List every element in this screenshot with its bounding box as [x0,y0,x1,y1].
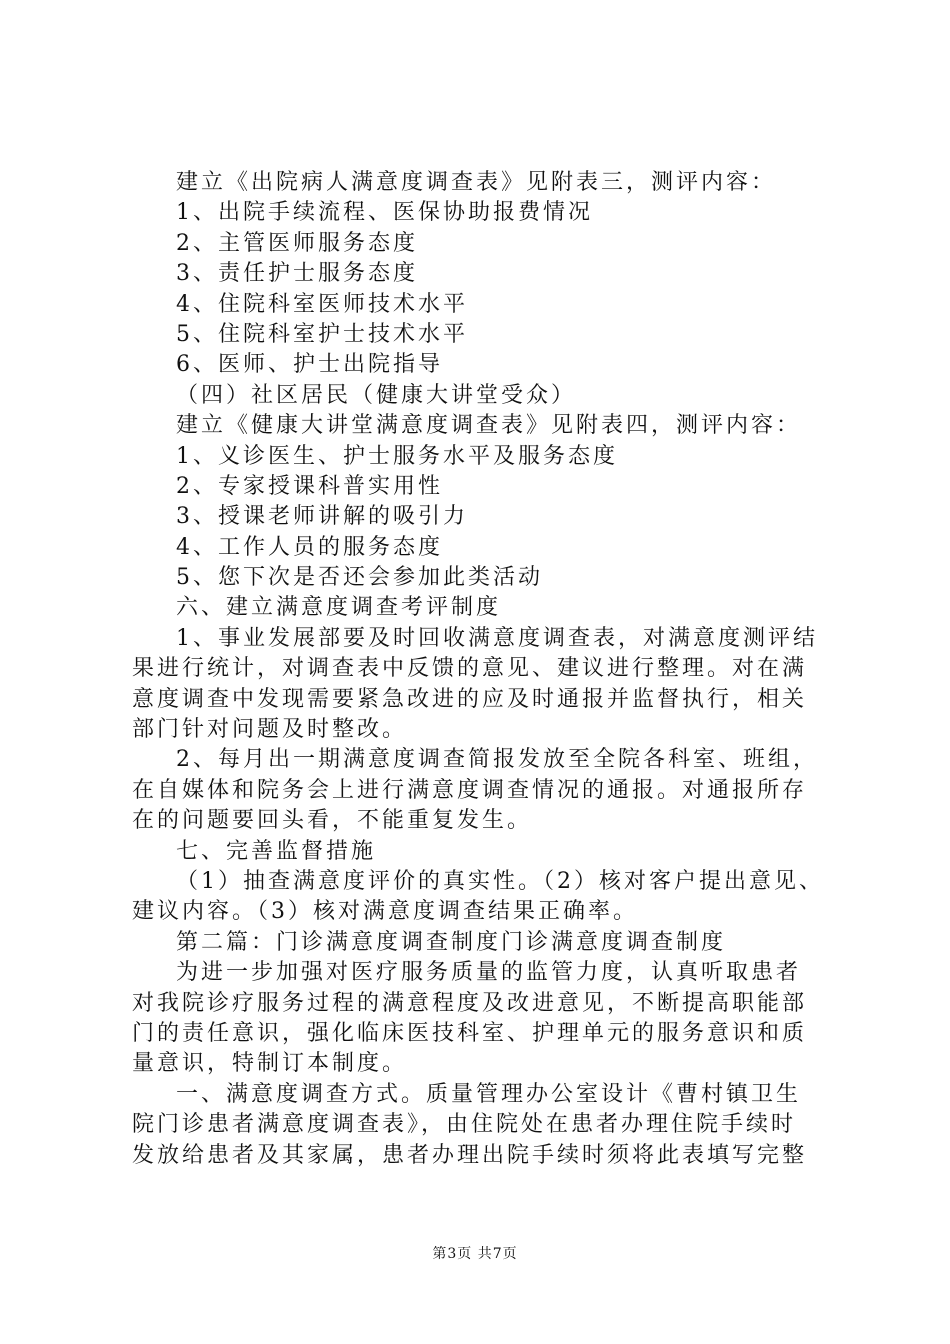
text-line: 3、授课老师讲解的吸引力 [176,504,468,530]
text-line: 在自媒体和院务会上进行满意度调查情况的通报。对通报所存 [132,777,808,803]
document-body [132,168,832,1171]
text-line: 为进一步加强对医疗服务质量的监管力度，认真听取患者 [176,960,802,986]
text-line: 院门诊患者满意度调查表》，由住院处在患者办理住院手续时 [132,1112,797,1138]
text-line: 量意识，特制订本制度。 [132,1051,408,1077]
text-line: 果进行统计，对调查表中反馈的意见、建议进行整理。对在满 [132,656,808,682]
text-line: 2、每月出一期满意度调查简报发放至全院各科室、班组， [176,747,818,773]
text-line: 部门针对问题及时整改。 [132,717,408,743]
text-line: 建立《出院病人满意度调查表》见附表三，测评内容： [176,170,777,195]
text-line: 发放给患者及其家属，患者办理出院手续时须将此表填写完整 [132,1142,808,1168]
text-line: 1、出院手续流程、医保协助报费情况 [176,200,593,226]
text-line: 建立《健康大讲堂满意度调查表》见附表四，测评内容： [176,413,802,439]
text-line: 对我院诊疗服务过程的满意程度及改进意见，不断提高职能部 [132,990,808,1016]
text-line: （1）抽查满意度评价的真实性。（2）核对客户提出意见、 [176,868,824,894]
text-line: 第二篇：门诊满意度调查制度门诊满意度调查制度 [176,929,727,955]
text-line: 4、工作人员的服务态度 [176,534,443,560]
text-line: 意度调查中发现需要紧急改进的应及时通报并监督执行，相关 [132,686,808,712]
text-line: 2、主管医师服务态度 [176,230,418,256]
text-line: 1、事业发展部要及时回收满意度调查表，对满意度测评结 [176,625,818,651]
page-footer: 第3页 共7页 [432,1246,518,1262]
text-line: 在的问题要回头看，不能重复发生。 [132,808,533,834]
text-line: 门的责任意识，强化临床医技科室、护理单元的服务意识和质 [132,1020,808,1046]
text-line: （四）社区居民（健康大讲堂受众） [176,382,577,408]
text-line: 6、医师、护士出院指导 [176,352,443,378]
text-line: 5、您下次是否还会参加此类活动 [176,565,543,591]
text-line: 1、义诊医生、护士服务水平及服务态度 [176,443,618,469]
text-line: 5、住院科室护士技术水平 [176,321,468,347]
text-line: 一、满意度调查方式。质量管理办公室设计《曹村镇卫生 [176,1081,802,1107]
text-line: 2、专家授课科普实用性 [176,473,443,499]
text-line: 3、责任护士服务态度 [176,261,418,287]
text-line: 六、建立满意度调查考评制度 [176,595,502,621]
text-line: 七、完善监督措施 [176,838,377,864]
text-line: 4、住院科室医师技术水平 [176,291,468,317]
text-line: 建议内容。（3）核对满意度调查结果正确率。 [132,899,638,925]
